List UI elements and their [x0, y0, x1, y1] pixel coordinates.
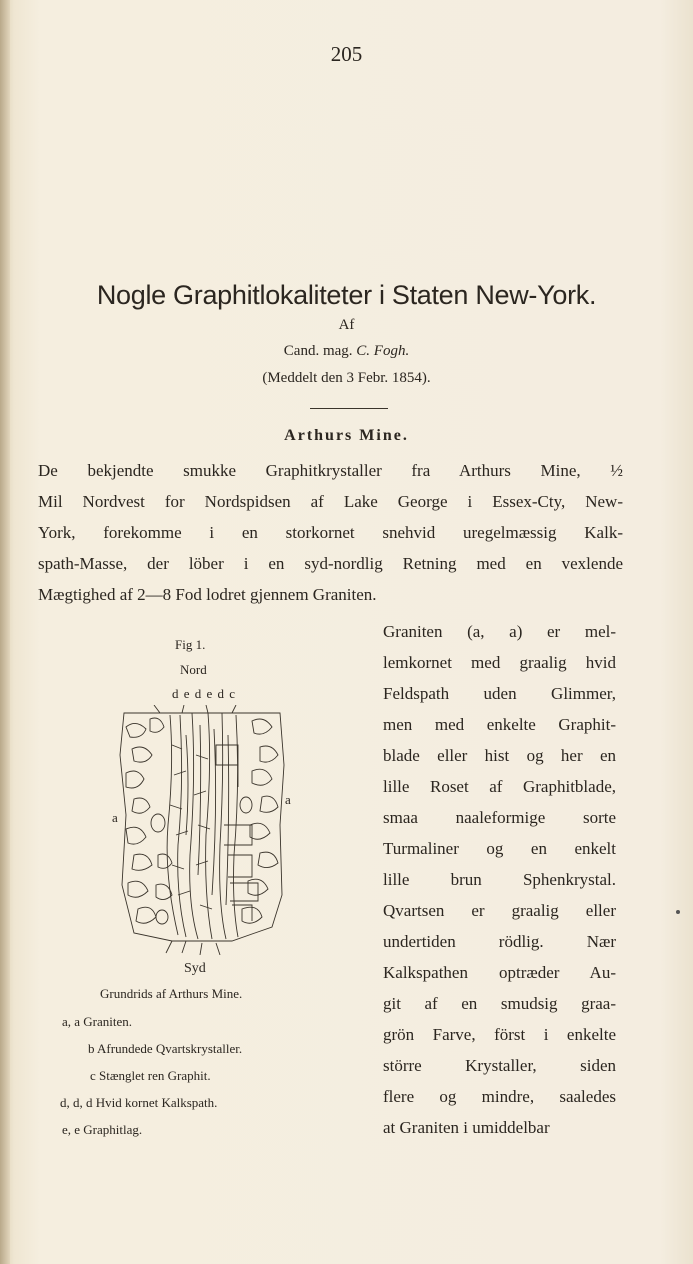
paragraph-line: Mægtighed af 2—8 Fod lodret gjennem Graniten. [38, 585, 377, 604]
paragraph-line: Mil Nordvest for Nordspidsen af Lake George i Essex-Cty, New- [38, 492, 623, 511]
column-line: at Graniten i umiddelbar [383, 1118, 550, 1137]
figure-right-letter: a [285, 792, 291, 807]
column-line: Graniten (a, a) er mel- [383, 622, 616, 641]
column-line: Kalkspathen optræder Au- [383, 963, 616, 982]
column-line: git af en smudsig graa- [383, 994, 616, 1013]
page-mark [676, 910, 680, 914]
caption-item: c Stænglet ren Graphit. [90, 1068, 211, 1083]
figure-north-label: Nord [180, 662, 207, 677]
column-line: Qvartsen er graalig eller [383, 901, 616, 920]
column-line: flere og mindre, saaledes [383, 1087, 616, 1106]
section-heading: Arthurs Mine. [284, 427, 409, 444]
author-prefix: Cand. mag. [283, 343, 353, 359]
caption-item: d, d, d Hvid kornet Kalkspath. [60, 1095, 218, 1110]
column-line: smaa naaleformige sorte [383, 808, 616, 827]
article-title: Nogle Graphitlokaliteter i Staten New-York. [96, 280, 597, 310]
page-binding-edge [0, 0, 10, 1264]
caption-item: b Afrundede Qvartskrystaller. [88, 1041, 243, 1056]
column-line: lille Roset af Graphitblade, [383, 777, 616, 796]
byline: Af [338, 317, 355, 333]
figure-number: Fig 1. [175, 637, 206, 652]
column-line: blade eller hist og her en [383, 746, 616, 765]
mine-plan-figure [112, 705, 290, 955]
column-line: men med enkelte Graphit- [383, 715, 616, 734]
figure-left-letter: a [112, 810, 118, 825]
communicated-date: (Meddelt den 3 Febr. 1854). [262, 370, 431, 386]
column-line: Feldspath uden Glimmer, [383, 684, 616, 703]
figure-top-letters: d e d e d c [172, 686, 237, 701]
column-line: större Krystaller, siden [383, 1056, 616, 1075]
column-line: undertiden rödlig. Nær [383, 932, 616, 951]
column-line: lemkornet med graalig hvid [383, 653, 616, 672]
author-name: C. Fogh. [356, 343, 410, 359]
column-line: Turmaliner og en enkelt [383, 839, 616, 858]
paragraph-line: York, forekomme i en storkornet snehvid uregelmæssig Kalk- [38, 523, 623, 542]
paragraph-line: spath-Masse, der löber i en syd-nordlig Retning med en vexlende [38, 554, 623, 573]
caption-title: Grundrids af Arthurs Mine. [100, 986, 243, 1001]
figure-south-label: Syd [184, 961, 206, 976]
page-number: 205 [330, 42, 363, 66]
title-divider [310, 408, 388, 409]
column-line: grön Farve, först i enkelte [383, 1025, 616, 1044]
author-line [0, 343, 693, 360]
paragraph-line: De bekjendte smukke Graphitkrystaller fra Arthurs Mine, ½ [38, 461, 623, 480]
caption-item: a, a Graniten. [62, 1014, 133, 1029]
caption-item: e, e Graphitlag. [62, 1122, 143, 1137]
column-line: lille brun Sphenkrystal. [383, 870, 616, 889]
